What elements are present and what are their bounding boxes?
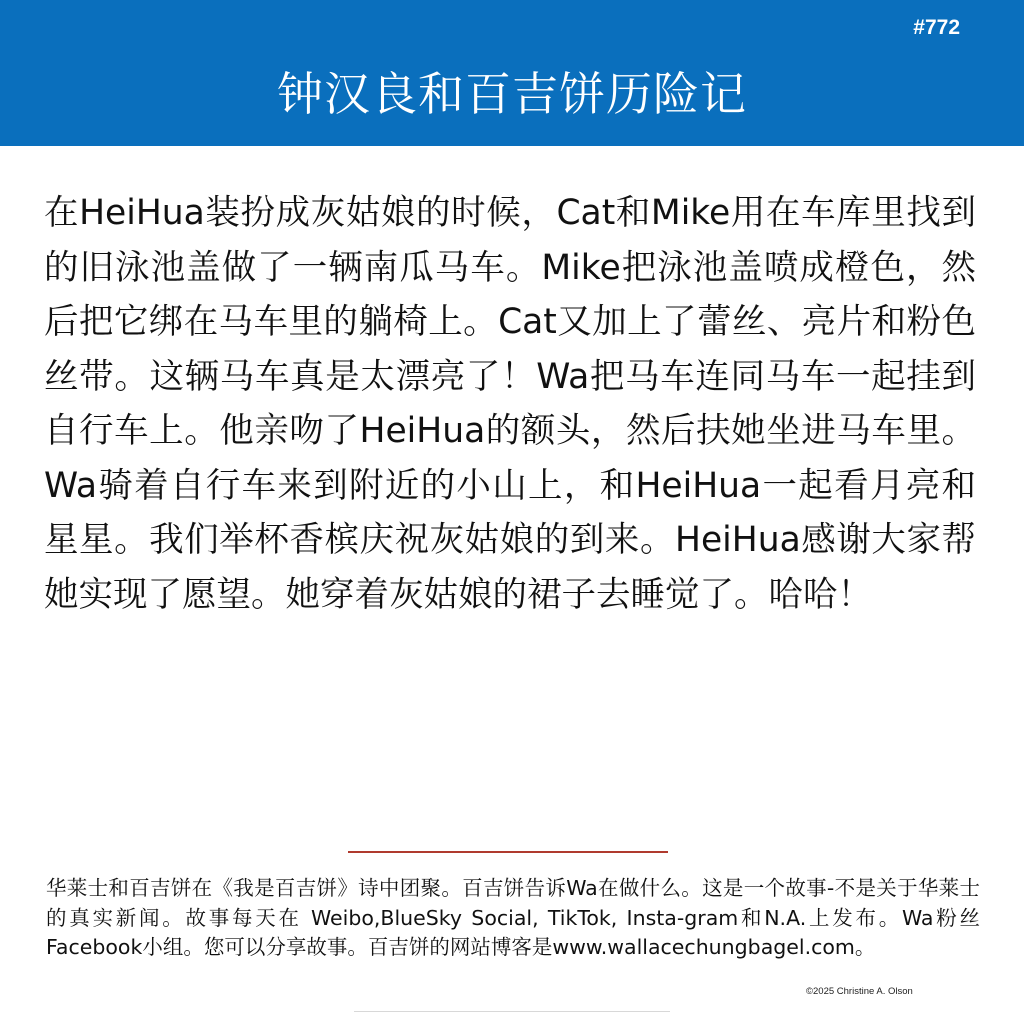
section-divider (348, 851, 668, 853)
episode-number: #772 (913, 16, 960, 39)
copyright-notice: ©2025 Christine A. Olson (806, 986, 913, 997)
footer-note: 华莱士和百吉饼在《我是百吉饼》诗中团聚。百吉饼告诉Wa在做什么。这是一个故事-不是关于华莱士的真实新闻。故事每天在 Weibo,BlueSky Social, TikTok, Insta-gram和N.A.上发布。Wa粉丝Facebook小组。您可以分享故事。百吉饼的网站博客是www.wallacechungbagel.com。 (46, 876, 980, 959)
story-text: 在HeiHua装扮成灰姑娘的时候，Cat和Mike用在车库里找到的旧泳池盖做了一辆南瓜马车。Mike把泳池盖喷成橙色，然后把它绑在马车里的躺椅上。Cat又加上了蕾丝、亮片和粉色丝带。这辆马车真是太漂亮了！Wa把马车连同马车一起挂到自行车上。他亲吻了HeiHua的额头，然后扶她坐进马车里。Wa骑着自行车来到附近的小山上，和HeiHua一起看月亮和星星。我们举杯香槟庆祝灰姑娘的到来。HeiHua感谢大家帮她实现了愿望。她穿着灰姑娘的裙子去睡觉了。哈哈！ (44, 193, 976, 615)
bottom-divider (354, 1011, 670, 1012)
header-bar (0, 0, 1024, 146)
page-title: 钟汉良和百吉饼历险记 (277, 67, 747, 121)
